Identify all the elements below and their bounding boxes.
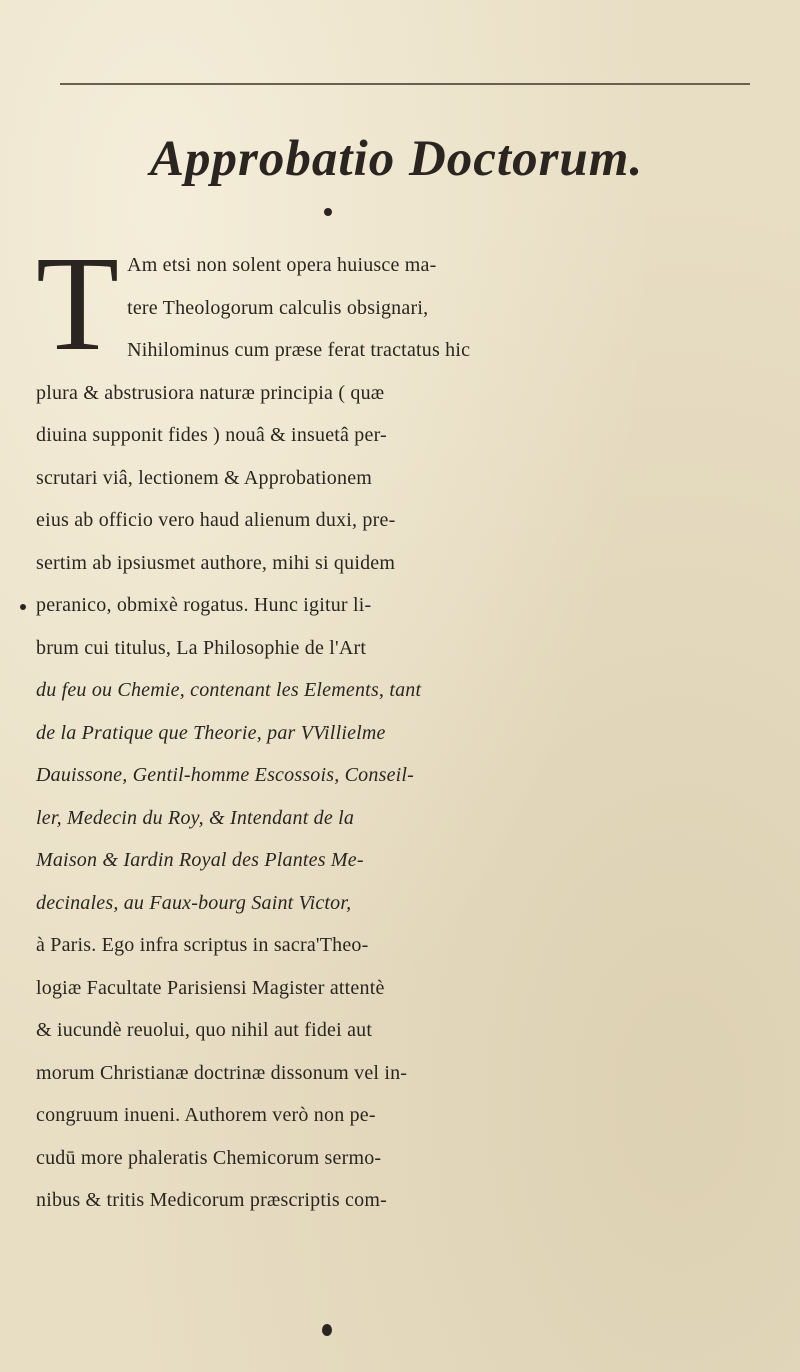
body-text	[36, 229, 776, 1222]
text-line: scrutari viâ, lectionem & Approbationem	[36, 466, 373, 489]
text-line: à Paris. Ego infra scriptus in sacra'Theo-	[36, 934, 369, 956]
drop-cap: T	[36, 229, 120, 379]
text-line: Nihilominus cum præse ferat tractatus hic	[127, 339, 471, 361]
text-line: peranico, obmixè rogatus. Hunc igitur li-	[36, 594, 372, 616]
text-line: plura & abstrusiora naturæ principia ( quæ	[36, 381, 385, 404]
text-line: sertim ab ipsiusmet authore, mihi si quidem	[36, 551, 396, 574]
text-line: tere Theologorum calculis obsignari,	[127, 296, 429, 319]
text-lines	[36, 229, 776, 1222]
text-line: nibus & tritis Medicorum præscriptis com-	[36, 1189, 387, 1211]
top-rule	[60, 83, 750, 85]
margin-dot	[20, 604, 26, 610]
page-title: Approbatio Doctorum.	[150, 131, 644, 187]
text-line: decinales, au Faux-bourg Saint Victor,	[36, 891, 352, 914]
text-line: diuina supponit fides ) nouâ & insuetâ per-	[36, 424, 387, 446]
bottom-dot	[322, 1324, 332, 1336]
text-line: Dauissone, Gentil-homme Escossois, Conseil-	[36, 764, 415, 786]
text-line: cudū more phaleratis Chemicorum sermo-	[36, 1146, 382, 1169]
text-line: congruum inueni. Authorem verò non pe-	[36, 1104, 376, 1126]
text-line: & iucundè reuolui, quo nihil aut fidei aut	[36, 1019, 373, 1041]
text-line: Maison & Iardin Royal des Plantes Me-	[36, 849, 364, 871]
text-line: ler, Medecin du Roy, & Intendant de la	[36, 806, 355, 829]
text-line: eius ab officio vero haud alienum duxi, pre-	[36, 509, 396, 531]
text-line: logiæ Facultate Parisiensi Magister attentè	[36, 976, 385, 999]
text-line: brum cui titulus, La Philosophie de l'Art	[36, 636, 367, 659]
text-line: morum Christianæ doctrinæ dissonum vel in-	[36, 1061, 408, 1084]
ornament-dot	[324, 208, 332, 216]
text-line: Am etsi non solent opera huiusce ma-	[127, 254, 437, 276]
text-line: du feu ou Chemie, contenant les Elements, tant	[36, 679, 422, 701]
text-line: de la Pratique que Theorie, par VVillielme	[36, 721, 386, 744]
